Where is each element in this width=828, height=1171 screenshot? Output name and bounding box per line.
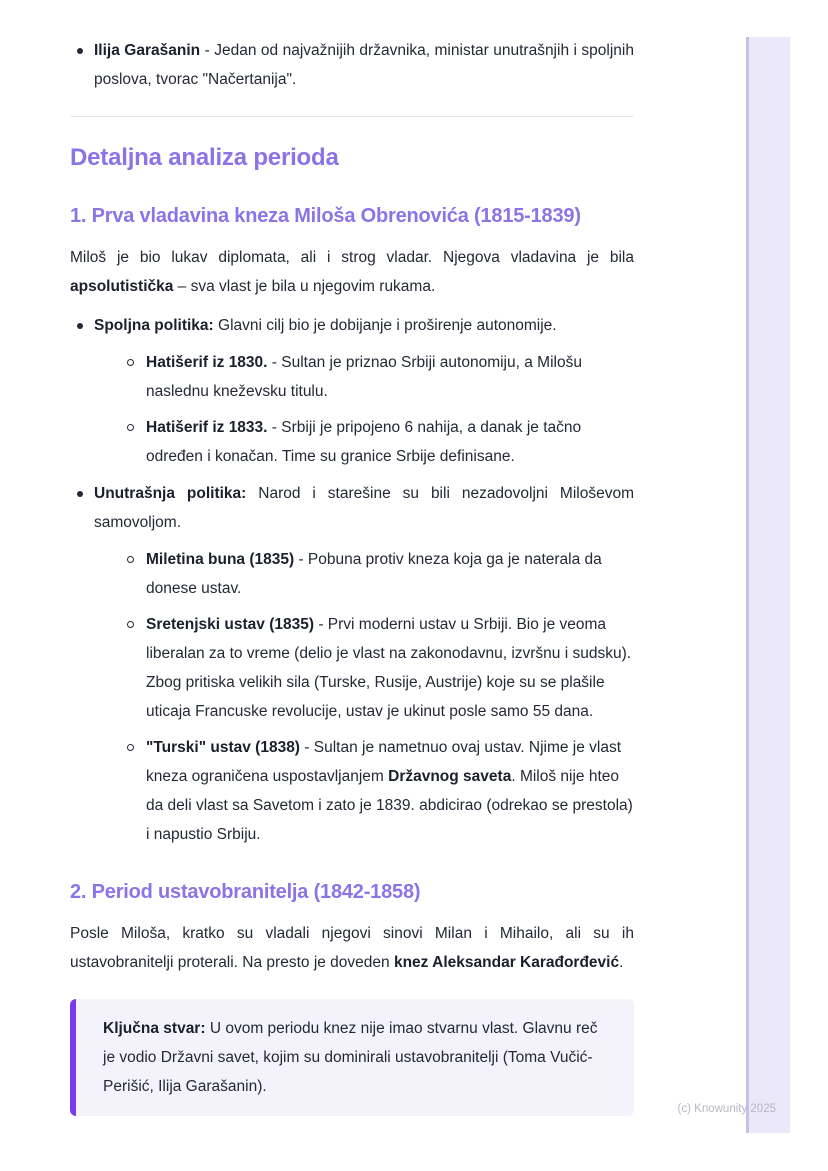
- section-divider: [70, 116, 634, 117]
- list-item-text: . Miloš nije hteo da deli vlast sa Savetom i zato je 1839. abdicirao (odrekao se prestola) i napustio Srbiju.: [146, 768, 633, 843]
- paragraph-text: Posle Miloša, kratko su vladali njegovi sinovi Milan i Mihailo, ali su ih ustavobranitelji proterali. Na presto je doveden: [70, 925, 634, 971]
- key-point-callout: [70, 999, 634, 1116]
- list-item-bold: Državnog saveta: [388, 768, 512, 785]
- policy-list: [70, 311, 634, 849]
- list-item-text: - Srbiji je pripojeno 6 nahija, a danak je tačno određen i konačan. Time su granice Srbije definisane.: [146, 419, 582, 465]
- list-item-text: - Sultan je nametnuo ovaj ustav. Njime je vlast kneza ograničena uspostavljanjem: [146, 739, 622, 785]
- paragraph-text: Miloš je bio lukav diplomata, ali i strog vladar. Njegova vladavina je bila: [70, 249, 634, 266]
- list-item: [122, 413, 634, 471]
- footer-credit: (c) Knowunity 2025: [677, 1103, 776, 1115]
- list-item: [122, 348, 634, 406]
- list-item-text: - Jedan od najvažnijih državnika, ministar unutrašnjih i spoljnih poslova, tvorac "Načertanija".: [94, 42, 634, 88]
- next-page-edge-preview[interactable]: [746, 37, 790, 1133]
- list-item-term: "Turski" ustav (1838): [146, 739, 300, 756]
- list-item-text: - Pobuna protiv kneza koja ga je naterala da donese ustav.: [146, 551, 602, 597]
- list-item-text: Glavni cilj bio je dobijanje i proširenje autonomije.: [213, 317, 557, 334]
- sub-list: [122, 348, 634, 471]
- list-item: [122, 545, 634, 603]
- list-item-term: Sretenjski ustav (1835): [146, 616, 315, 633]
- list-item: [70, 311, 634, 471]
- list-item: [70, 479, 634, 849]
- paragraph-bold: knez Aleksandar Karađorđević: [393, 954, 620, 971]
- sub-list: [122, 545, 634, 849]
- callout-body: U ovom periodu knez nije imao stvarnu vlast. Glavnu reč je vodio Državni savet, kojim su dominirali ustavobranitelji (Toma Vučić-Perišić, Ilija Garašanin).: [103, 1020, 598, 1095]
- paragraph: [70, 919, 634, 977]
- subsection-1-title: 1. Prva vladavina kneza Miloša Obrenovića (1815-1839): [70, 205, 581, 227]
- list-item-term: Ilija Garašanin: [94, 42, 201, 59]
- list-item: [70, 36, 634, 94]
- list-item: [122, 733, 634, 849]
- paragraph: [70, 243, 634, 301]
- callout-text: [103, 1014, 604, 1101]
- subsection-2-title: 2. Period ustavobranitelja (1842-1858): [70, 881, 421, 903]
- paragraph-bold: apsolutistička: [70, 278, 174, 295]
- section-title: Detaljna analiza perioda: [70, 144, 339, 171]
- list-item-term: Hatišerif iz 1830.: [146, 354, 268, 371]
- intro-list: [70, 36, 634, 94]
- list-item-term: Miletina buna (1835): [146, 551, 295, 568]
- callout-term: Ključna stvar:: [103, 1020, 206, 1037]
- list-item-text: Narod i starešine su bili nezadovoljni Miloševom samovoljom.: [94, 485, 635, 531]
- list-item-text: - Prvi moderni ustav u Srbiji. Bio je veoma liberalan za to vreme (delio je vlast na zakonodavnu, izvršnu i sudsku). Zbog pritiska velikih sila (Turske, Rusije, Austrije) koje su se plašile uticaja Francuske revolucije, ustav je ukinut posle samo 55 dana.: [146, 616, 632, 720]
- list-item-term: Spoljna politika:: [94, 317, 214, 334]
- list-item-text: - Sultan je priznao Srbiji autonomiju, a Milošu naslednu kneževsku titulu.: [146, 354, 582, 400]
- paragraph-text: – sva vlast je bila u njegovim rukama.: [173, 278, 436, 295]
- list-item-term: Hatišerif iz 1833.: [146, 419, 268, 436]
- paragraph-text: .: [619, 954, 624, 971]
- list-item: [122, 610, 634, 726]
- list-item-term: Unutrašnja politika:: [94, 485, 247, 502]
